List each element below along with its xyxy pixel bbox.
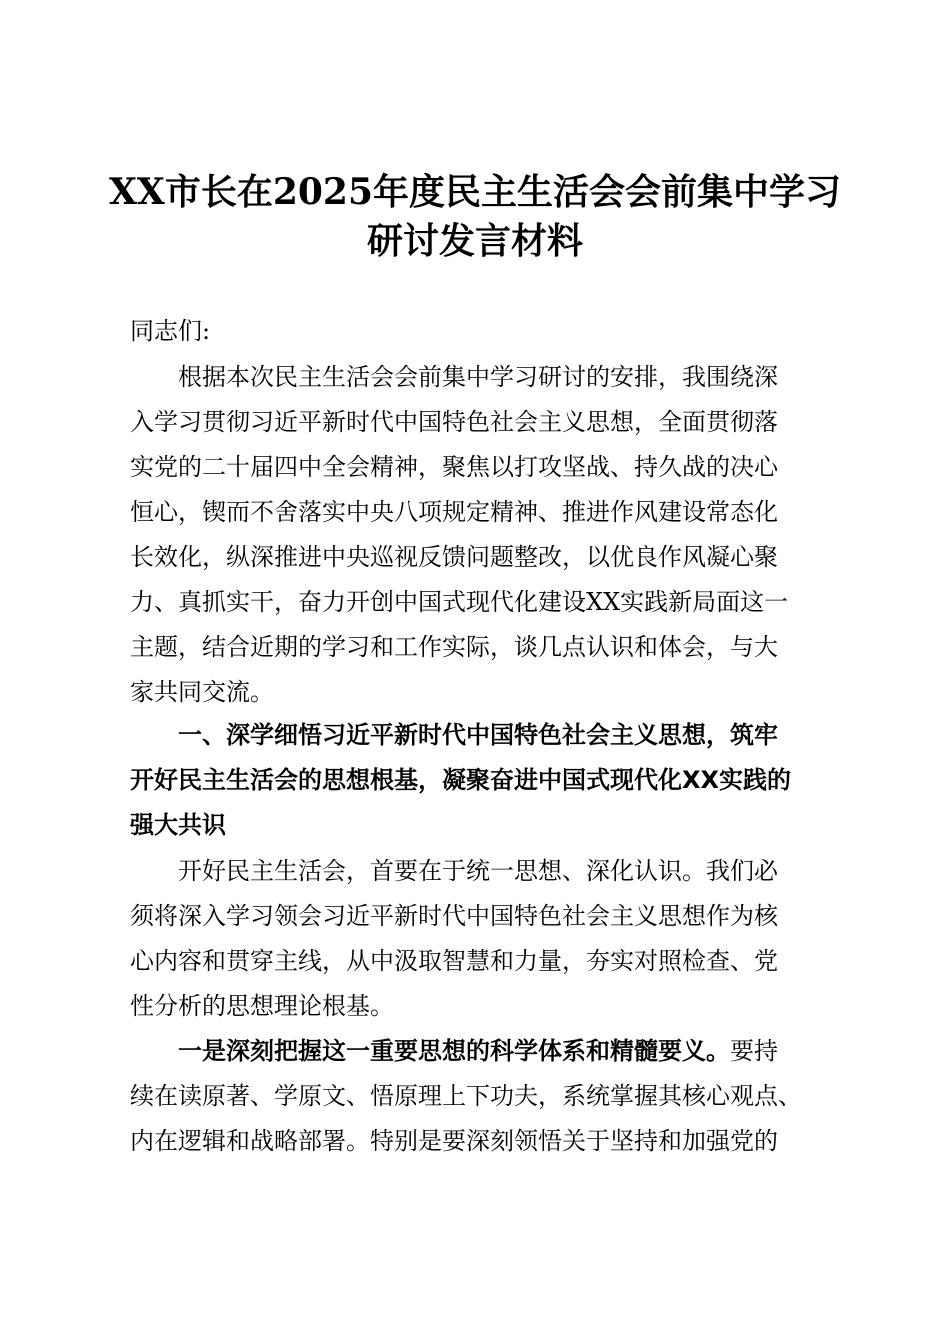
intro-line: 力、真抓实干，奋力开创中国式现代化建设XX实践新局面这一 [130,588,789,616]
point-1-rest: 要持 [730,1037,778,1065]
intro-line: 根据本次民主生活会会前集中学习研讨的安排，我围绕深 [178,363,778,391]
point-1-line: 续在读原著、学原文、悟原理上下功夫，系统掌握其核心观点、 [130,1082,802,1110]
point-1-line [178,1036,898,1066]
section-1-para-line: 性分析的思想理论根基。 [130,992,394,1020]
salutation: 同志们: [130,317,211,345]
section-1-heading-line: 开好民主生活会的思想根基，凝聚奋进中国式现代化XX实践的 [130,766,792,794]
point-1-line: 内在逻辑和战略部署。特别是要深刻领悟关于坚持和加强党的 [130,1127,778,1155]
section-1-para-line: 须将深入学习领会习近平新时代中国特色社会主义思想作为核 [130,902,778,930]
section-1-para-line: 开好民主生活会，首要在于统一思想、深化认识。我们必 [178,857,778,885]
intro-line: 家共同交流。 [130,678,274,706]
point-1-bold-lead: 一是深刻把握这一重要思想的科学体系和精髓要义。 [178,1037,730,1065]
document-title-line-1: XX市长在2025年度民主生活会会前集中学习 [108,171,842,213]
intro-line: 长效化，纵深推进中央巡视反馈问题整改，以优良作风凝心聚 [130,543,778,571]
section-1-para-line: 心内容和贯穿主线，从中汲取智慧和力量，夯实对照检查、党 [130,947,778,975]
intro-line: 恒心，锲而不舍落实中央八项规定精神、推进作风建设常态化 [130,498,778,526]
document-title-line-2: 研讨发言材料 [366,220,583,262]
section-1-heading-line: 强大共识 [130,811,226,839]
intro-line: 入学习贯彻习近平新时代中国特色社会主义思想，全面贯彻落 [130,408,778,436]
section-1-heading-line: 一、深学细悟习近平新时代中国特色社会主义思想，筑牢 [178,721,778,749]
intro-line: 实党的二十届四中全会精神，聚焦以打攻坚战、持久战的决心 [130,453,778,481]
intro-line: 主题，结合近期的学习和工作实际，谈几点认识和体会，与大 [130,633,778,661]
